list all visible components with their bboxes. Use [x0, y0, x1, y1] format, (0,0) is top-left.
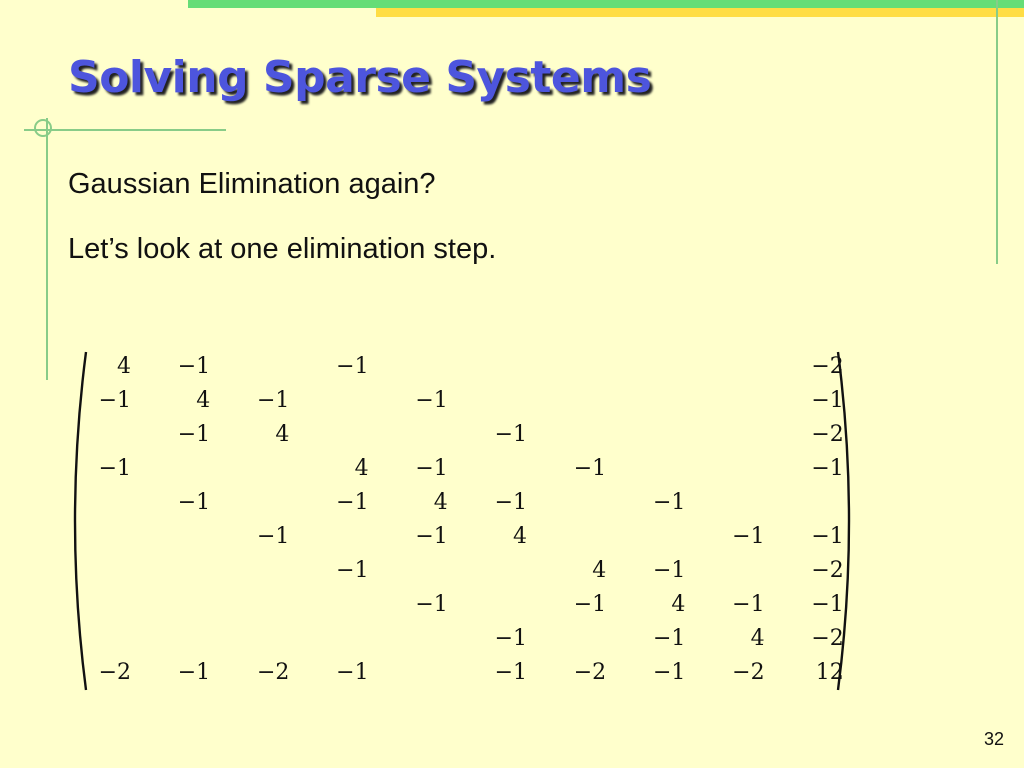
matrix-entry-r1-c10: −2 [811, 354, 844, 379]
matrix-entry-r6-c5: −1 [415, 524, 448, 549]
matrix-entry-r9-c6: −1 [494, 626, 527, 651]
sparse-matrix-svg [62, 348, 862, 694]
matrix-entry-r2-c2: 4 [196, 388, 211, 413]
left-parenthesis [75, 352, 86, 690]
matrix-entry-r3-c2: −1 [177, 422, 211, 447]
matrix-entry-r5-c8: −1 [652, 490, 686, 515]
matrix-entry-r2-c1: −1 [98, 388, 131, 413]
matrix-entry-r7-c10: −2 [811, 558, 844, 583]
page-number: 32 [983, 729, 1004, 749]
matrix-cells [99, 354, 844, 685]
matrix-entry-r4-c1: −1 [98, 456, 131, 481]
matrix-entry-r3-c3: 4 [275, 422, 290, 447]
matrix-entry-r8-c10: −1 [811, 592, 844, 617]
matrix-entry-r9-c9: 4 [750, 626, 765, 651]
matrix-entry-r1-c1: 4 [117, 354, 131, 379]
matrix-entry-r6-c10: −1 [811, 524, 844, 549]
matrix-entry-r10-c4: −1 [336, 660, 369, 685]
bullet-line-1: Gaussian Elimination again? [68, 168, 436, 200]
matrix-entry-r6-c6: 4 [513, 524, 527, 549]
matrix-entry-r7-c4: −1 [336, 558, 369, 583]
matrix-entry-r10-c9: −2 [732, 660, 765, 685]
matrix-entry-r3-c10: −2 [811, 422, 844, 447]
top-green-bar [188, 0, 1024, 8]
matrix-entry-r1-c2: −1 [177, 354, 211, 379]
matrix-entry-r5-c2: −1 [177, 490, 211, 515]
matrix-entry-r7-c8: −1 [652, 558, 686, 583]
matrix-entry-r5-c4: −1 [336, 490, 369, 515]
bullet-line-2: Let’s look at one elimination step. [68, 233, 497, 265]
matrix-entry-r10-c8: −1 [652, 660, 686, 685]
matrix-entry-r3-c6: −1 [494, 422, 527, 447]
matrix-entry-r4-c4: 4 [354, 456, 369, 481]
matrix-entry-r10-c2: −1 [177, 660, 211, 685]
matrix-entry-r10-c10: 12 [815, 660, 844, 685]
matrix-entry-r4-c5: −1 [415, 456, 448, 481]
matrix-entry-r2-c3: −1 [256, 388, 290, 413]
matrix-entry-r4-c10: −1 [811, 456, 844, 481]
matrix-entry-r8-c7: −1 [573, 592, 607, 617]
matrix-entry-r5-c6: −1 [494, 490, 527, 515]
matrix-entry-r8-c8: 4 [671, 592, 686, 617]
right-vertical-rule [996, 0, 998, 264]
matrix-entry-r8-c5: −1 [415, 592, 448, 617]
matrix-entry-r10-c7: −2 [573, 660, 607, 685]
matrix-entry-r2-c10: −1 [811, 388, 844, 413]
matrix-entry-r10-c1: −2 [98, 660, 131, 685]
top-yellow-bar [376, 8, 1024, 17]
matrix-entry-r1-c4: −1 [336, 354, 369, 379]
matrix-entry-r10-c3: −2 [256, 660, 290, 685]
matrix-entry-r6-c3: −1 [256, 524, 290, 549]
matrix-entry-r10-c6: −1 [494, 660, 527, 685]
matrix-entry-r4-c7: −1 [573, 456, 607, 481]
matrix-entry-r6-c9: −1 [732, 524, 765, 549]
left-vertical-rule [46, 118, 48, 380]
matrix-entry-r8-c9: −1 [732, 592, 765, 617]
matrix-entry-r9-c8: −1 [652, 626, 686, 651]
title-underline-rule [24, 129, 226, 131]
sparse-matrix [62, 348, 862, 694]
matrix-entry-r7-c7: 4 [592, 558, 607, 583]
matrix-entry-r2-c5: −1 [415, 388, 448, 413]
matrix-entry-r9-c10: −2 [811, 626, 844, 651]
crosshair-ring-icon [34, 119, 52, 137]
matrix-entry-r5-c5: 4 [433, 490, 448, 515]
slide-title: Solving Sparse Systems [68, 52, 652, 103]
